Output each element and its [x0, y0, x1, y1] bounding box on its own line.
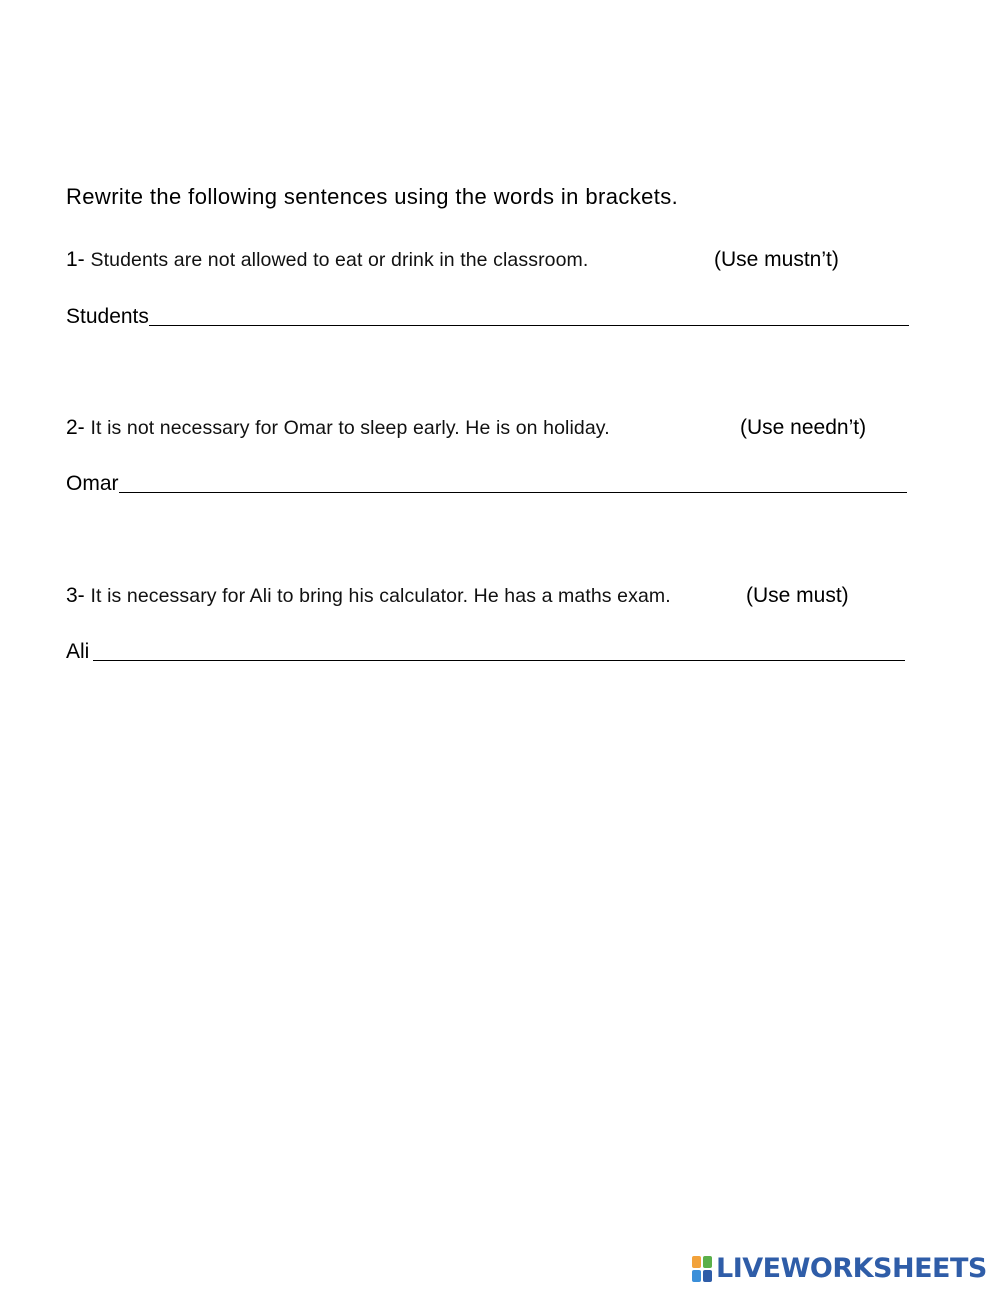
liveworksheets-mark-icon	[692, 1256, 712, 1282]
question-3-hint: (Use must)	[746, 584, 849, 607]
answer-blank-1[interactable]	[149, 325, 909, 326]
answer-blank-2[interactable]	[119, 492, 907, 493]
instruction-heading: Rewrite the following sentences using the words in brackets.	[66, 184, 679, 209]
question-1	[66, 245, 588, 275]
answer-row-1	[66, 302, 909, 332]
answer-row-3	[66, 637, 905, 667]
question-1-hint: (Use mustn’t)	[714, 248, 839, 271]
question-text: Students are not allowed to eat or drink in the classroom.	[90, 249, 589, 271]
answer-blank-3[interactable]	[93, 660, 905, 661]
liveworksheets-logo	[692, 1254, 987, 1284]
question-2	[66, 413, 610, 443]
answer-prefix: Ali	[66, 640, 90, 663]
answer-prefix: Omar	[66, 472, 119, 495]
answer-prefix: Students	[66, 305, 149, 328]
logo-wordmark: LIVEWORKSHEETS	[716, 1253, 987, 1284]
answer-row-2	[66, 469, 907, 499]
question-text: It is not necessary for Omar to sleep early. He is on holiday.	[90, 417, 610, 439]
question-text: It is necessary for Ali to bring his calculator. He has a maths exam.	[90, 585, 671, 607]
question-number: 3-	[66, 584, 91, 607]
question-2-hint: (Use needn’t)	[740, 416, 867, 439]
question-number: 2-	[66, 416, 91, 439]
question-3	[66, 581, 671, 611]
question-number: 1-	[66, 248, 91, 271]
